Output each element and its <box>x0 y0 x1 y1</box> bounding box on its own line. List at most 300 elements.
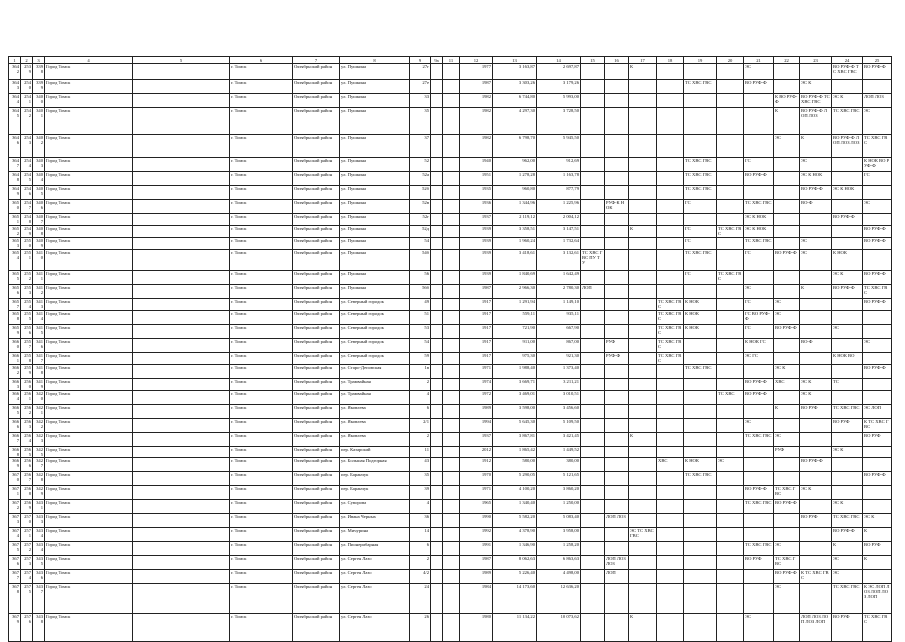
table-cell: 4/2 <box>410 570 431 584</box>
table-cell: 5 993,00 <box>537 94 581 108</box>
table-cell: 2566 <box>21 458 33 472</box>
table-cell: ВО РУФ <box>800 514 832 528</box>
table-cell: 3665 <box>9 405 21 419</box>
table-cell <box>629 556 657 570</box>
table-cell: 2560 <box>21 379 33 391</box>
table-row <box>9 94 892 108</box>
table-row <box>9 135 892 158</box>
table-cell <box>443 238 460 250</box>
table-cell: ул. Пушкина <box>340 200 410 214</box>
table-cell <box>832 200 863 214</box>
table-cell <box>581 433 605 447</box>
table-cell <box>800 214 832 226</box>
table-cell: Октябрьский район <box>293 472 340 486</box>
table-cell: 6 798,70 <box>493 135 537 158</box>
table-cell <box>629 311 657 325</box>
table-cell: К ТС ХВС ГВС <box>863 419 892 433</box>
table-cell: 1992 <box>460 528 493 542</box>
table-cell <box>717 379 744 391</box>
table-cell: Город Томск <box>45 214 133 226</box>
table-cell: Город Томск <box>45 238 133 250</box>
table-cell <box>863 570 892 584</box>
table-cell: ЭС <box>744 614 774 642</box>
table-cell <box>744 108 774 135</box>
column-number-19: 19 <box>684 57 717 64</box>
table-cell <box>431 405 443 419</box>
table-cell: 3 358,51 <box>493 226 537 238</box>
table-cell: Октябрьский район <box>293 584 340 614</box>
table-cell <box>717 556 744 570</box>
table-cell: ЭС К <box>832 500 863 514</box>
table-cell <box>443 447 460 458</box>
table-cell <box>431 158 443 172</box>
table-cell <box>657 405 684 419</box>
table-cell: 3414 <box>33 311 45 325</box>
table-cell <box>800 556 832 570</box>
table-cell: ТС ХВС ГВС <box>717 271 744 285</box>
table-cell <box>863 325 892 339</box>
table-cell: Октябрьский район <box>293 214 340 226</box>
table-cell <box>133 542 230 556</box>
table-row <box>9 353 892 365</box>
table-cell: 5 582,20 <box>493 514 537 528</box>
table-row <box>9 528 892 542</box>
table-cell: 3673 <box>9 514 21 528</box>
table-cell <box>657 391 684 405</box>
table-cell <box>431 556 443 570</box>
table-cell <box>431 528 443 542</box>
table-cell <box>581 570 605 584</box>
table-cell <box>605 172 629 186</box>
table-cell: 3 418,61 <box>493 250 537 271</box>
table-cell: 3434 <box>33 528 45 542</box>
table-cell <box>133 311 230 325</box>
table-cell <box>717 80 744 94</box>
table-cell: ЭС <box>800 158 832 172</box>
table-cell <box>800 584 832 614</box>
table-cell <box>431 271 443 285</box>
table-cell: К <box>863 556 892 570</box>
table-row <box>9 339 892 353</box>
table-cell: ВО РУФ <box>863 433 892 447</box>
table-cell <box>717 108 744 135</box>
table-cell <box>133 271 230 285</box>
table-cell <box>629 353 657 365</box>
table-cell <box>684 64 717 80</box>
table-cell <box>629 186 657 200</box>
table-cell: 962,00 <box>493 158 537 172</box>
table-cell <box>629 238 657 250</box>
table-cell: 5 226,40 <box>493 570 537 584</box>
table-cell: ТС ХВС ГВС <box>744 433 774 447</box>
table-cell <box>431 570 443 584</box>
table-cell: 3678 <box>9 584 21 614</box>
table-cell: К ВО РУФ-Ф <box>774 94 800 108</box>
table-cell <box>657 226 684 238</box>
table-cell: Город Томск <box>45 135 133 158</box>
table-cell <box>431 339 443 353</box>
table-cell: 3650 <box>9 200 21 214</box>
table-cell: 1 258,20 <box>537 542 581 556</box>
table-cell: ул. Пушкина <box>340 238 410 250</box>
table-cell: 4 498,00 <box>537 570 581 584</box>
table-cell <box>717 94 744 108</box>
table-cell: ул. Северный городок <box>340 339 410 353</box>
table-cell <box>774 391 800 405</box>
table-cell <box>657 486 684 500</box>
table-cell: 1 149,10 <box>537 299 581 311</box>
table-cell: ЛОП ЛОЗ ЛОЗ <box>605 556 629 570</box>
table-cell: 2551 <box>21 250 33 271</box>
table-cell: Город Томск <box>45 486 133 500</box>
table-cell: 24 <box>410 584 431 614</box>
table-cell: ул. Яковлева <box>340 419 410 433</box>
table-cell: 3651 <box>9 214 21 226</box>
table-cell <box>133 186 230 200</box>
table-cell <box>832 458 863 472</box>
table-cell <box>717 405 744 419</box>
table-cell: Октябрьский район <box>293 64 340 80</box>
table-cell: ЭС <box>832 556 863 570</box>
table-cell <box>717 186 744 200</box>
table-cell: К НОК ВО <box>832 353 863 365</box>
table-cell: 1 340,40 <box>493 500 537 514</box>
table-cell: 3422 <box>33 419 45 433</box>
table-cell: 3425 <box>33 447 45 458</box>
table-cell <box>431 379 443 391</box>
table-cell: ГС <box>744 325 774 339</box>
table-cell: 33 <box>410 94 431 108</box>
table-cell: РУФ-К НОК <box>605 200 629 214</box>
table-cell: 1 278,28 <box>493 172 537 186</box>
table-cell: РУФ <box>605 339 629 353</box>
column-number-9: 9 <box>410 57 431 64</box>
table-row <box>9 214 892 226</box>
table-cell <box>431 108 443 135</box>
table-cell <box>657 64 684 80</box>
table-cell: Октябрьский район <box>293 339 340 353</box>
table-cell: г. Томск <box>230 379 293 391</box>
table-cell: 3663 <box>9 379 21 391</box>
table-cell <box>744 458 774 472</box>
table-cell <box>774 80 800 94</box>
table-cell: ЛОП ЛОЗ <box>605 514 629 528</box>
table-cell <box>774 271 800 285</box>
table-cell: 1 988,40 <box>493 365 537 379</box>
table-cell: 52 <box>410 158 431 172</box>
table-cell: 1 449,52 <box>537 447 581 458</box>
table-cell <box>581 472 605 486</box>
table-cell <box>717 250 744 271</box>
table-cell: г. Томск <box>230 528 293 542</box>
table-cell: 3428 <box>33 472 45 486</box>
table-cell <box>684 391 717 405</box>
table-cell: 4 378,90 <box>493 528 537 542</box>
table-cell <box>774 472 800 486</box>
table-row <box>9 405 892 419</box>
table-cell: ВО РУФ-Ф ЛОП ЛОЗ <box>800 108 832 135</box>
table-cell <box>605 433 629 447</box>
table-cell: 2552 <box>21 271 33 285</box>
table-cell: г. Томск <box>230 339 293 353</box>
table-cell: 1 960,24 <box>493 238 537 250</box>
table-cell: К НОК ВО РУФ-Ф <box>863 158 892 172</box>
table-cell: 3668 <box>9 447 21 458</box>
table-cell: ЭС <box>774 433 800 447</box>
column-number-11: 11 <box>443 57 460 64</box>
table-cell <box>133 299 230 311</box>
table-cell: ТС ХВС ГВС <box>717 226 744 238</box>
table-cell: 3437 <box>33 584 45 614</box>
table-cell <box>717 311 744 325</box>
table-row <box>9 299 892 311</box>
table-cell <box>605 391 629 405</box>
table-cell: К ТС ХВС ГВС <box>800 570 832 584</box>
table-cell <box>629 542 657 556</box>
table-cell: 35 <box>410 108 431 135</box>
table-cell: ул. Северный городок <box>340 325 410 339</box>
table-cell: Город Томск <box>45 200 133 214</box>
table-cell: 2568 <box>21 486 33 500</box>
table-row <box>9 186 892 200</box>
table-cell <box>657 570 684 584</box>
table-cell <box>133 325 230 339</box>
table-cell <box>605 226 629 238</box>
table-cell <box>657 200 684 214</box>
table-cell: 56 <box>410 271 431 285</box>
table-cell: 2/1 <box>410 419 431 433</box>
table-cell: 1980 <box>460 614 493 642</box>
table-cell: Октябрьский район <box>293 238 340 250</box>
table-cell: Октябрьский район <box>293 299 340 311</box>
table-cell <box>629 379 657 391</box>
table-cell <box>684 542 717 556</box>
table-cell: Город Томск <box>45 64 133 80</box>
table-cell: Октябрьский район <box>293 419 340 433</box>
table-cell: 3656 <box>9 285 21 299</box>
table-cell: 3643 <box>9 80 21 94</box>
table-cell: ТС ХВС ГВС <box>744 238 774 250</box>
table-cell <box>605 542 629 556</box>
table-cell: 5 945,50 <box>537 135 581 158</box>
table-cell <box>431 391 443 405</box>
table-cell: ТС ХВС ГВС <box>744 542 774 556</box>
table-cell <box>605 584 629 614</box>
table-cell: 3409 <box>33 238 45 250</box>
table-cell <box>443 158 460 172</box>
table-cell: 3660 <box>9 339 21 353</box>
table-cell <box>443 172 460 186</box>
table-cell: ЭС К НОК <box>744 214 774 226</box>
table-cell: Октябрьский район <box>293 172 340 186</box>
table-cell: 3423 <box>33 433 45 447</box>
table-cell <box>443 94 460 108</box>
table-cell <box>657 472 684 486</box>
table-cell: 14 173,60 <box>493 584 537 614</box>
table-cell: г. Томск <box>230 472 293 486</box>
table-cell: 3 303,26 <box>493 80 537 94</box>
table-cell <box>443 226 460 238</box>
table-cell: Город Томск <box>45 353 133 365</box>
table-cell: 3647 <box>9 158 21 172</box>
table-cell <box>605 135 629 158</box>
table-cell: Октябрьский район <box>293 250 340 271</box>
table-cell: ЭС К НОК <box>832 186 863 200</box>
table-row <box>9 64 892 80</box>
table-cell: 1 163,78 <box>537 172 581 186</box>
table-cell: 3402 <box>33 135 45 158</box>
table-cell: 975,30 <box>493 353 537 365</box>
table-cell <box>443 584 460 614</box>
column-number-2: 2 <box>21 57 33 64</box>
table-cell <box>684 419 717 433</box>
table-cell <box>581 391 605 405</box>
table-cell <box>717 325 744 339</box>
table-cell: Город Томск <box>45 365 133 379</box>
table-cell: г. Томск <box>230 64 293 80</box>
table-cell: 2554 <box>21 299 33 311</box>
table-row <box>9 325 892 339</box>
table-cell: ВО РУФ-Ф <box>863 365 892 379</box>
table-cell: 26 <box>410 614 431 642</box>
table-cell: г. Томск <box>230 200 293 214</box>
table-cell <box>800 542 832 556</box>
table-cell: ВО РУФ-Ф <box>744 486 774 500</box>
table-cell: 1939 <box>460 226 493 238</box>
table-cell: 3674 <box>9 528 21 542</box>
table-cell <box>684 405 717 419</box>
table-cell: ул. Яковлева <box>340 405 410 419</box>
table-cell: 3404 <box>33 172 45 186</box>
table-cell: Город Томск <box>45 584 133 614</box>
table-cell: ул. Пушкина <box>340 186 410 200</box>
table-cell: ТС ХВС ГВС <box>863 135 892 158</box>
table-cell <box>744 528 774 542</box>
table-cell: г. Томск <box>230 299 293 311</box>
table-cell: 1984 <box>460 584 493 614</box>
table-cell <box>443 542 460 556</box>
table-cell <box>657 158 684 172</box>
table-cell <box>744 271 774 285</box>
table-cell: ТС ХВС ГВС <box>684 172 717 186</box>
table-cell <box>800 365 832 379</box>
table-cell: ВО РУФ-Ф <box>863 64 892 80</box>
table-row <box>9 514 892 528</box>
table-cell <box>443 325 460 339</box>
table-cell: ЭС <box>717 458 744 472</box>
table-cell: Город Томск <box>45 108 133 135</box>
table-cell <box>657 500 684 514</box>
register-sheet <box>8 56 892 642</box>
table-row <box>9 391 892 405</box>
table-cell <box>684 500 717 514</box>
table-cell: 14 <box>410 528 431 542</box>
register-rows <box>9 64 892 642</box>
table-cell: Октябрьский район <box>293 514 340 528</box>
table-cell <box>133 419 230 433</box>
table-cell <box>605 80 629 94</box>
table-cell <box>684 285 717 299</box>
table-cell <box>774 64 800 80</box>
table-cell: 3406 <box>33 200 45 214</box>
table-cell <box>431 285 443 299</box>
column-number-15: 15 <box>581 57 605 64</box>
table-cell: ул. Сергея Лазо <box>340 570 410 584</box>
table-cell: 2576 <box>21 614 33 642</box>
table-cell: ТС ХВС ГВС <box>832 584 863 614</box>
table-cell: 3427 <box>33 458 45 472</box>
table-cell: пер. Казарский <box>340 447 410 458</box>
table-cell: 3671 <box>9 486 21 500</box>
table-cell: ВО РУФ <box>744 556 774 570</box>
table-cell <box>774 158 800 172</box>
table-cell: 5 109,50 <box>537 419 581 433</box>
table-cell <box>629 214 657 226</box>
table-cell: 1 373,40 <box>537 365 581 379</box>
table-cell <box>717 214 744 226</box>
table-cell <box>657 80 684 94</box>
table-cell <box>744 584 774 614</box>
table-cell: 2 <box>410 556 431 570</box>
table-cell <box>443 379 460 391</box>
table-cell <box>800 226 832 238</box>
table-cell: Город Томск <box>45 570 133 584</box>
table-cell <box>629 325 657 339</box>
table-cell <box>431 214 443 226</box>
table-cell: 3436 <box>33 570 45 584</box>
table-cell: 1991 <box>460 542 493 556</box>
table-cell <box>431 472 443 486</box>
table-cell: ЭС <box>800 238 832 250</box>
table-cell <box>832 433 863 447</box>
table-cell <box>657 542 684 556</box>
table-cell <box>717 528 744 542</box>
table-cell: К <box>629 64 657 80</box>
table-cell <box>133 200 230 214</box>
table-cell: Город Томск <box>45 311 133 325</box>
table-cell: 1917 <box>460 339 493 353</box>
table-cell <box>657 186 684 200</box>
table-row <box>9 447 892 458</box>
table-cell: ХВС <box>657 458 684 472</box>
table-cell: 27е <box>410 80 431 94</box>
table-cell <box>774 186 800 200</box>
table-cell: Город Томск <box>45 325 133 339</box>
table-cell: Город Томск <box>45 158 133 172</box>
table-cell: Октябрьский район <box>293 271 340 285</box>
table-cell: Город Томск <box>45 250 133 271</box>
table-cell: 2543 <box>21 135 33 158</box>
table-cell <box>431 135 443 158</box>
table-cell <box>684 514 717 528</box>
table-cell: г. Томск <box>230 353 293 365</box>
table-cell <box>800 64 832 80</box>
table-cell: г. Томск <box>230 584 293 614</box>
table-cell <box>443 186 460 200</box>
table-cell: 2561 <box>21 391 33 405</box>
table-cell <box>443 64 460 80</box>
table-cell <box>581 514 605 528</box>
table-cell: ВО РУФ-Ф ТС ХВС ГВС <box>832 64 863 80</box>
table-cell: 2573 <box>21 556 33 570</box>
table-cell <box>443 391 460 405</box>
table-cell <box>581 365 605 379</box>
table-cell: ТС ХВС ГВС <box>657 311 684 325</box>
table-cell <box>684 214 717 226</box>
table-cell <box>133 158 230 172</box>
table-cell: 3675 <box>9 542 21 556</box>
table-row <box>9 80 892 94</box>
